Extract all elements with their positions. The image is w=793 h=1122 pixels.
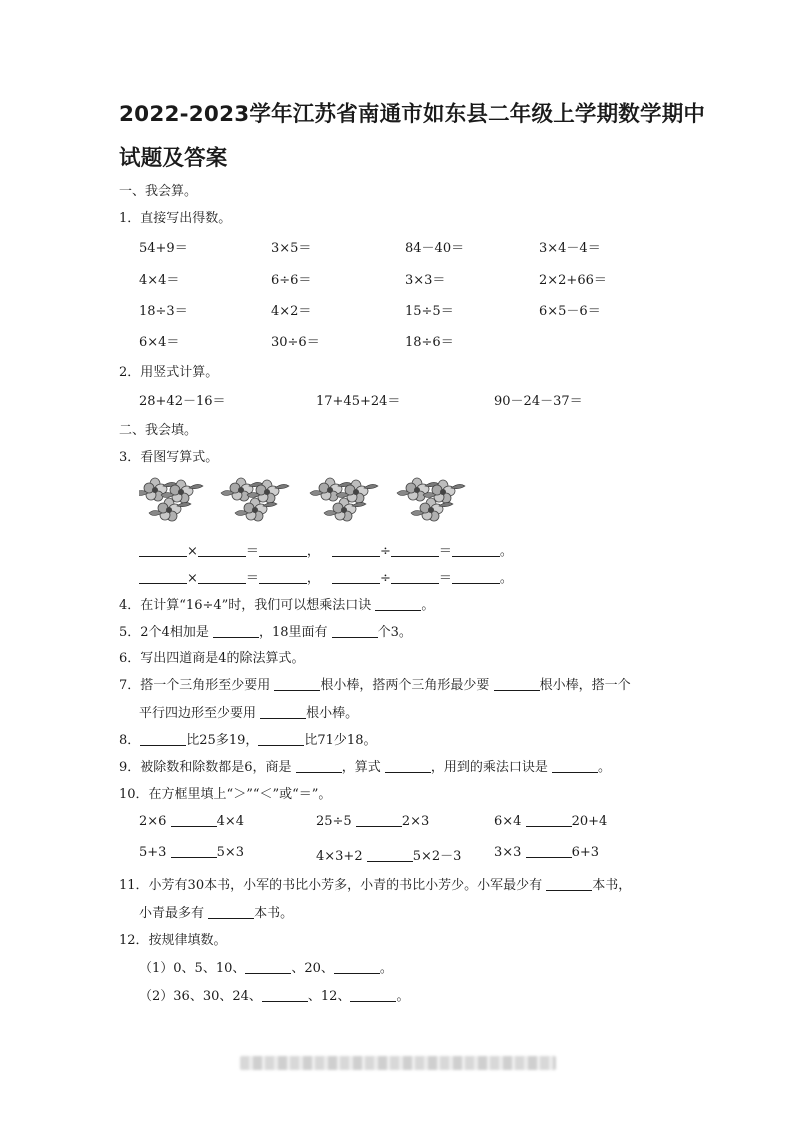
compare-blank[interactable]: [526, 845, 572, 858]
answer-blank[interactable]: [546, 878, 592, 891]
flower-group-3: [310, 478, 378, 521]
vertical-calc-item: 90－24－37＝: [494, 394, 583, 409]
answer-blank[interactable]: [552, 760, 598, 773]
answer-blank[interactable]: [245, 961, 291, 974]
q9-text-2: ，算式: [341, 760, 381, 775]
compare-item: 25÷5 2×3: [316, 814, 430, 829]
q5-text: 5．2个4相加是: [119, 625, 209, 640]
answer-blank[interactable]: [296, 760, 342, 773]
q7-text-4: 平行四边形至少要用: [139, 706, 257, 721]
answer-blank[interactable]: [350, 989, 396, 1002]
compare-item: 2×6 4×4: [139, 814, 245, 829]
answer-blank[interactable]: [274, 678, 320, 691]
calc-item: 3×4－4＝: [539, 241, 601, 256]
q11-text-3: 小青最多有: [139, 906, 205, 921]
question-9: [119, 756, 611, 775]
equals-sign: ＝: [438, 571, 452, 586]
compare-item: 6×4 20+4: [494, 814, 608, 829]
q9-end: 。: [598, 760, 612, 775]
period: 。: [499, 544, 513, 559]
calc-item: 6÷6＝: [271, 273, 312, 288]
q11-text-2: 本书，: [592, 878, 632, 893]
q9-text-3: ，用到的乘法口诀是: [430, 760, 548, 775]
question-11-line-2: [139, 902, 293, 921]
answer-blank[interactable]: [262, 989, 308, 1002]
comma: ，: [306, 544, 320, 559]
q7-text-3: 根小棒，搭一个: [539, 678, 631, 693]
answer-blank[interactable]: [259, 544, 307, 557]
page-title-line-2: 试题及答案: [119, 146, 228, 171]
comma: ，: [306, 571, 320, 586]
answer-blank[interactable]: [259, 571, 307, 584]
answer-blank[interactable]: [391, 571, 439, 584]
compare-blank[interactable]: [356, 814, 402, 827]
calc-item: 3×5＝: [271, 241, 312, 256]
answer-blank[interactable]: [208, 906, 254, 919]
calc-item: 3×3＝: [405, 273, 446, 288]
calc-item: 4×2＝: [271, 304, 312, 319]
question-1-label: 1．直接写出得数。: [119, 211, 232, 226]
question-2-label: 2．用竖式计算。: [119, 365, 219, 380]
q3-answer-row-2: [139, 567, 513, 586]
flower-group-1: [139, 478, 203, 521]
calc-item: 84－40＝: [405, 241, 465, 256]
calc-item: 4×4＝: [139, 273, 180, 288]
question-6: 6．写出四道商是4的除法算式。: [119, 651, 305, 666]
equals-sign: ＝: [245, 571, 259, 586]
compare-blank[interactable]: [367, 849, 413, 862]
question-5: [119, 621, 412, 640]
calc-item: 18÷6＝: [405, 335, 454, 350]
answer-blank[interactable]: [260, 706, 306, 719]
answer-blank[interactable]: [139, 571, 187, 584]
answer-blank[interactable]: [213, 625, 259, 638]
q9-text: 9．被除数和除数都是6，商是: [119, 760, 292, 775]
q5-text-2: ，18里面有: [258, 625, 328, 640]
times-sign: ×: [187, 571, 198, 586]
answer-blank[interactable]: [452, 571, 500, 584]
q3-answer-row-1: [139, 540, 513, 559]
flower-groups-illustration: [139, 472, 469, 528]
answer-blank[interactable]: [332, 625, 378, 638]
section-1-heading: 一、我会算。: [119, 184, 198, 199]
q8-text: 比25多19，: [186, 733, 259, 748]
answer-blank[interactable]: [452, 544, 500, 557]
calc-item: 18÷3＝: [139, 304, 188, 319]
calc-item: 30÷6＝: [271, 335, 320, 350]
flower-group-2: [221, 478, 289, 521]
calc-item: 2×2+66＝: [539, 273, 607, 288]
period: 。: [499, 571, 513, 586]
page-title-line-1: 2022-2023学年江苏省南通市如东县二年级上学期数学期中: [119, 102, 706, 127]
calc-item: 54+9＝: [139, 241, 188, 256]
q7-text-2: 根小棒，搭两个三角形最少要: [320, 678, 490, 693]
compare-blank[interactable]: [171, 845, 217, 858]
q7-text-5: 根小棒。: [306, 706, 359, 721]
question-11-line-1: [119, 874, 631, 893]
answer-blank[interactable]: [198, 571, 246, 584]
compare-blank[interactable]: [526, 814, 572, 827]
vertical-calc-item: 17+45+24＝: [316, 394, 401, 409]
question-12-label: 12．按规律填数。: [119, 933, 227, 948]
compare-item: 4×3+2 5×2－3: [316, 849, 462, 864]
compare-item: 3×3 6+3: [494, 845, 600, 860]
divide-sign: ÷: [379, 544, 391, 559]
q5-text-3: 个3。: [377, 625, 412, 640]
section-2-heading: 二、我会填。: [119, 423, 198, 438]
answer-blank[interactable]: [391, 544, 439, 557]
q11-text-4: 本书。: [254, 906, 294, 921]
question-7-line-2: [139, 702, 358, 721]
compare-item: 5+3 5×3: [139, 845, 245, 860]
question-3-label: 3．看图写算式。: [119, 450, 219, 465]
calc-item: 15÷5＝: [405, 304, 454, 319]
question-12-part-2: （2）36、30、24、 、12、 。: [139, 989, 410, 1004]
question-12-part-1: （1）0、5、10、 、20、 。: [139, 961, 393, 976]
answer-blank[interactable]: [334, 961, 380, 974]
compare-blank[interactable]: [171, 814, 217, 827]
answer-blank[interactable]: [375, 598, 421, 611]
question-7-line-1: [119, 674, 631, 693]
q11-text: 11．小芳有30本书，小军的书比小芳多，小青的书比小芳少。小军最少有: [119, 878, 543, 893]
times-sign: ×: [187, 544, 198, 559]
flower-group-4: [397, 478, 465, 521]
answer-blank[interactable]: [385, 760, 431, 773]
answer-blank[interactable]: [258, 733, 304, 746]
q4-text: 4．在计算“16÷4”时，我们可以想乘法口诀: [119, 598, 372, 613]
calc-item: 6×5－6＝: [539, 304, 601, 319]
answer-blank[interactable]: [332, 571, 380, 584]
answer-blank[interactable]: [139, 544, 187, 557]
question-4: [119, 594, 434, 613]
vertical-calc-item: 28+42－16＝: [139, 394, 226, 409]
blurred-footer-watermark: [240, 1056, 556, 1070]
answer-blank[interactable]: [494, 678, 540, 691]
answer-blank[interactable]: [332, 544, 380, 557]
calc-item: 6×4＝: [139, 335, 180, 350]
q8-number: 8．: [119, 733, 141, 748]
question-8: [119, 729, 376, 748]
q8-text-2: 比71少18。: [304, 733, 377, 748]
question-10-label: 10．在方框里填上“＞”“＜”或“＝”。: [119, 787, 332, 802]
q4-end: 。: [421, 598, 435, 613]
equals-sign: ＝: [245, 544, 259, 559]
answer-blank[interactable]: [198, 544, 246, 557]
answer-blank[interactable]: [140, 733, 186, 746]
divide-sign: ÷: [379, 571, 391, 586]
equals-sign: ＝: [438, 544, 452, 559]
q7-text: 7．搭一个三角形至少要用: [119, 678, 271, 693]
